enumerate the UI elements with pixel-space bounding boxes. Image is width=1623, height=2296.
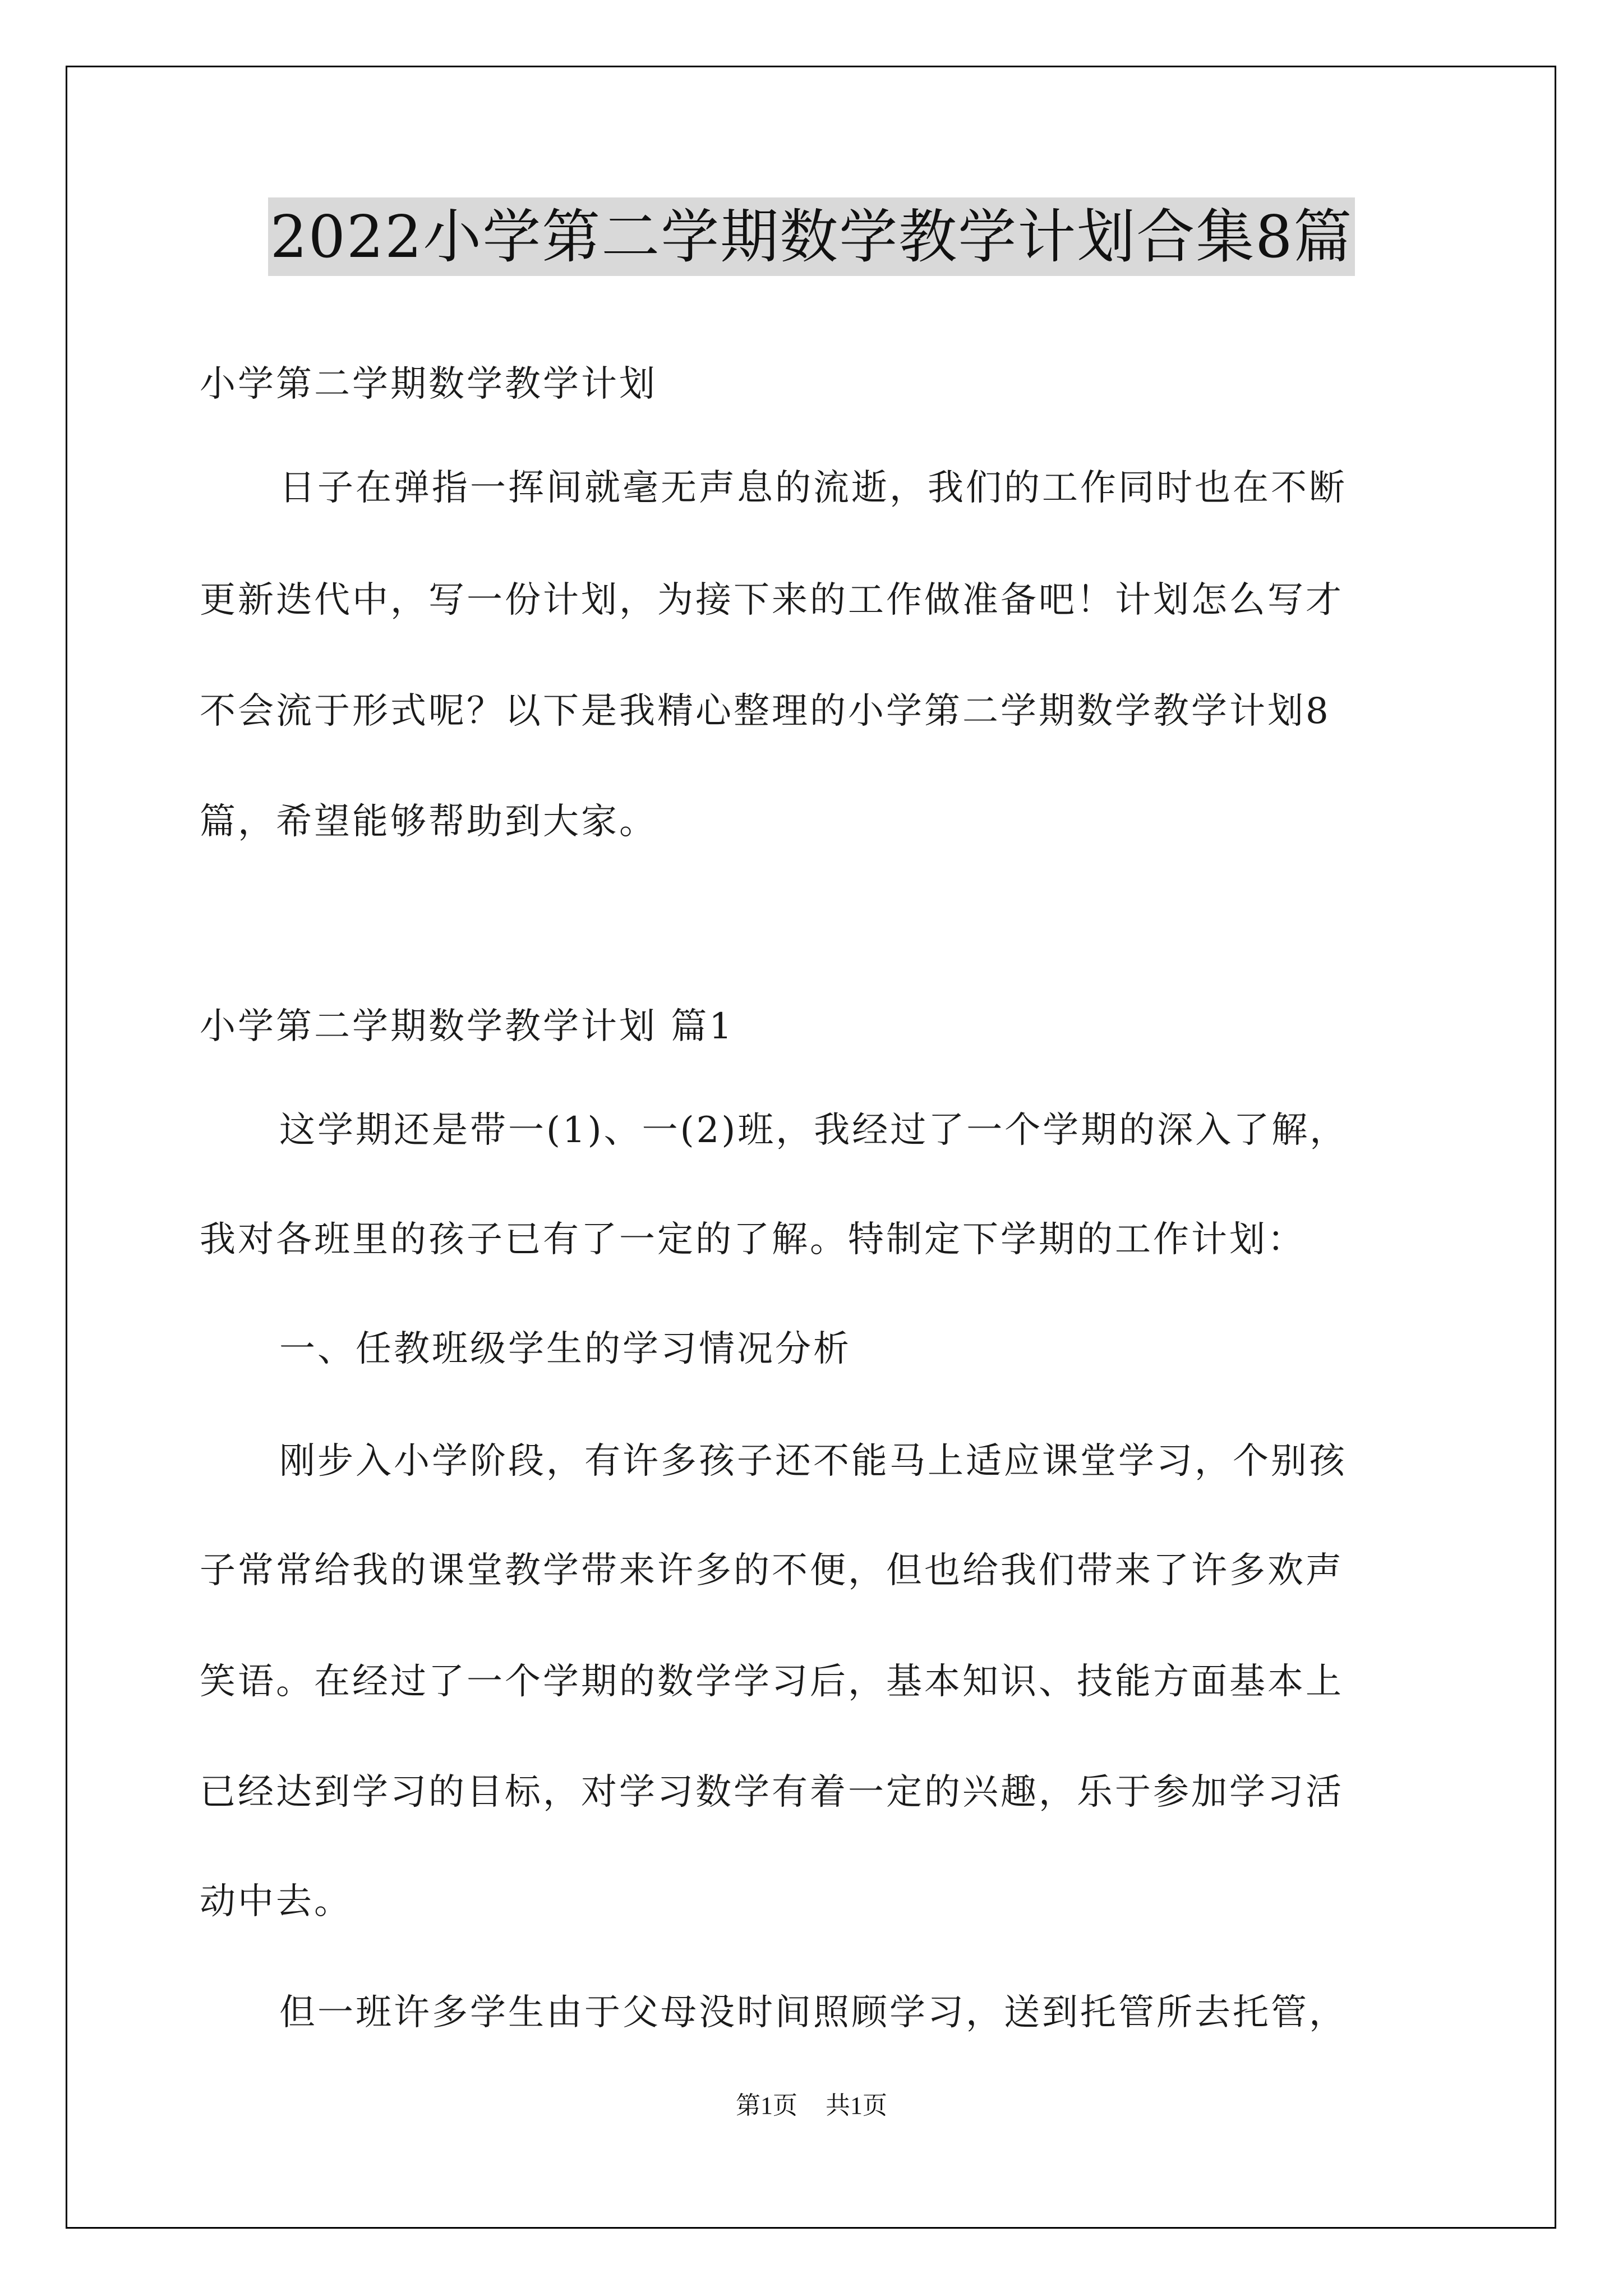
- paragraph-line: 篇，希望能够帮助到大家。: [200, 801, 657, 843]
- paragraph-line: 我对各班里的孩子已有了一定的了解。特制定下学期的工作计划：: [200, 1219, 1306, 1260]
- paragraph-line: 动中去。: [200, 1881, 352, 1922]
- paragraph-line: 刚步入小学阶段，有许多孩子还不能马上适应课堂学习，个别孩: [279, 1441, 1347, 1482]
- paragraph-line: 更新迭代中，写一份计划，为接下来的工作做准备吧！计划怎么写才: [200, 579, 1344, 621]
- page-total: 共1页: [826, 2092, 887, 2119]
- section-heading: 小学第二学期数学教学计划 篇1: [200, 1006, 735, 1047]
- page-footer: [0, 2090, 1623, 2122]
- paragraph-line: 笑语。在经过了一个学期的数学学习后，基本知识、技能方面基本上: [200, 1661, 1344, 1703]
- paragraph-line: 不会流于形式呢？以下是我精心整理的小学第二学期数学教学计划8: [200, 691, 1331, 732]
- paragraph-line: 子常常给我的课堂教学带来许多的不便，但也给我们带来了许多欢声: [200, 1550, 1344, 1591]
- paragraph-line: 这学期还是带一(1)、一(2)班，我经过了一个学期的深入了解，: [279, 1110, 1348, 1151]
- page-number: 第1页: [736, 2092, 797, 2119]
- subheading-line: 一、任教班级学生的学习情况分析: [279, 1328, 851, 1370]
- paragraph-line: 日子在弹指一挥间就毫无声息的流逝，我们的工作同时也在不断: [279, 467, 1347, 509]
- paragraph-line: 但一班许多学生由于父母没时间照顾学习，送到托管所去托管，: [279, 1992, 1347, 2033]
- paragraph-line: 已经达到学习的目标，对学习数学有着一定的兴趣，乐于参加学习活: [200, 1772, 1344, 1813]
- document-title: 2022小学第二学期数学教学计划合集8篇: [268, 197, 1355, 276]
- section-heading: 小学第二学期数学教学计划: [200, 364, 657, 405]
- title-block: [0, 197, 1623, 276]
